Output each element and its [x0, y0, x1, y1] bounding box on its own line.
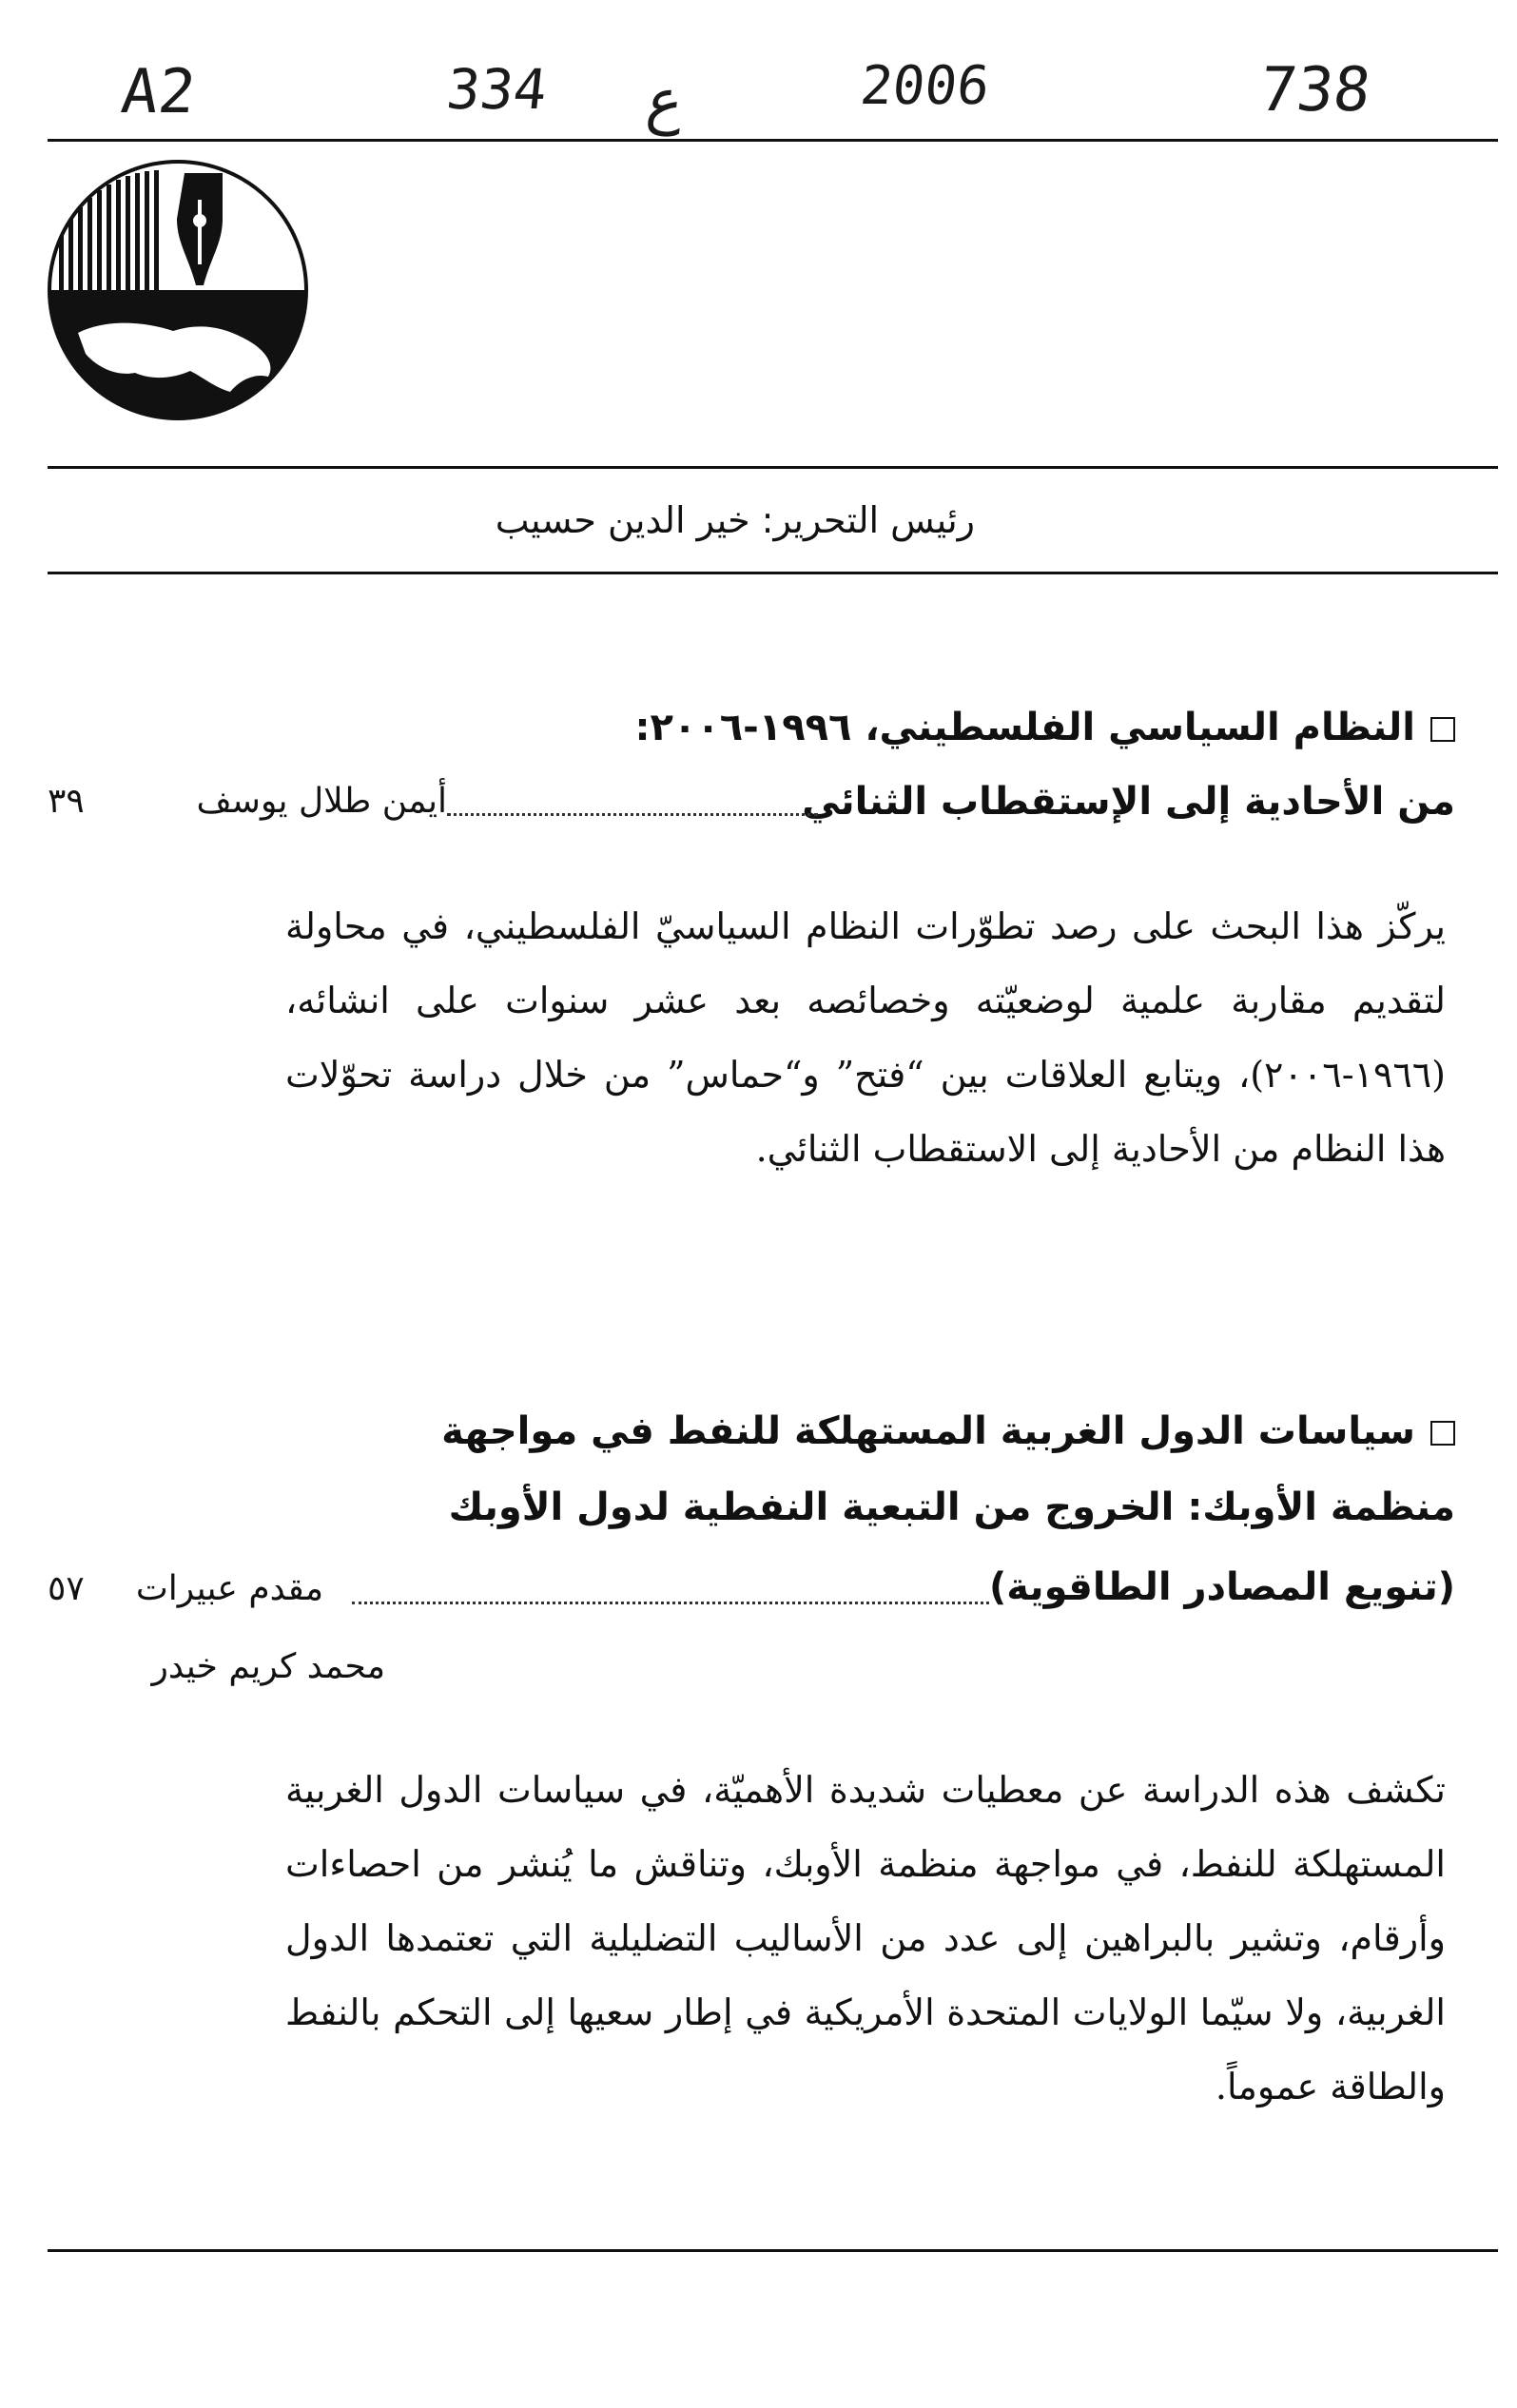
- checkbox-icon: [1430, 1421, 1455, 1446]
- header-rule: [48, 139, 1498, 142]
- article-2-abstract: تكشف هذه الدراسة عن معطيات شديدة الأهميّة، في سياسات الدول الغربية المستهلكة للنفط، في مواجهة منظمة الأوبك، وتناقش ما يُنشر من احصاءات وأرقام، وتشير بالبراهين إلى عدد من الأساليب التضليلية التي تعتمدها الدول الغربية، ولا سيّما الولايات المتحدة الأمريكية في إطار سعيها إلى التحكم بالنفط والطاقة عموماً.: [285, 1769, 1446, 2107]
- article-1-leader-dots: [447, 813, 818, 816]
- article-1-page-number: ٣٩: [48, 782, 85, 821]
- logo-rule: [48, 466, 1498, 469]
- editor-in-chief: رئيس التحرير: خير الدين حسيب: [495, 499, 975, 541]
- article-2-leader-dots: [352, 1602, 989, 1604]
- article-1-title-line-2: من الأحادية إلى الإستقطاب الثنائي: [802, 780, 1455, 824]
- handwritten-number-2: 738: [1256, 55, 1374, 126]
- article-2-title-line-3: (تنويع المصادر الطاقوية): [989, 1565, 1455, 1609]
- article-2-title-line-2: منظمة الأوبك: الخروج من التبعية النفطية لدول الأوبك: [448, 1486, 1455, 1529]
- article-1-abstract: يركّز هذا البحث على رصد تطوّرات النظام السياسيّ الفلسطيني، في محاولة لتقديم مقاربة علمية لوضعيّته وخصائصه بعد عشر سنوات على انشائه، (١٩٦٦-٢٠٠٦)، ويتابع العلاقات بين “فتح” و“حماس” من خلال دراسة تحوّلات هذا النظام من الأحادية إلى الاستقطاب الثنائي.: [285, 905, 1446, 1170]
- publisher-logo: [40, 152, 316, 428]
- article-1-author: أيمن طلال يوسف: [196, 782, 447, 821]
- logo-label-1: مركز: [254, 301, 286, 320]
- publisher-logo-icon: [40, 152, 316, 428]
- article-2-page-number: ٥٧: [48, 1569, 85, 1608]
- footer-rule: [48, 2249, 1498, 2252]
- logo-label-2: دراسات الوحدة العربية: [96, 304, 222, 320]
- article-2-title-line-1: سياسات الدول الغربية المستهلكة للنفط في مواجهة: [441, 1409, 1455, 1453]
- checkbox-icon: [1430, 717, 1455, 742]
- handwritten-year: 2006: [857, 55, 993, 117]
- handwritten-letter: ع: [643, 67, 688, 137]
- handwritten-code: A2: [118, 57, 199, 127]
- article-2-author: مقدم عبيرات: [135, 1569, 323, 1608]
- article-1-title-line-1: النظام السياسي الفلسطيني، ١٩٩٦-٢٠٠٦:: [635, 706, 1455, 749]
- handwritten-number-1: 334: [443, 57, 551, 122]
- editor-rule: [48, 572, 1498, 574]
- article-2-author-2: محمد كريم خيدر: [151, 1647, 385, 1686]
